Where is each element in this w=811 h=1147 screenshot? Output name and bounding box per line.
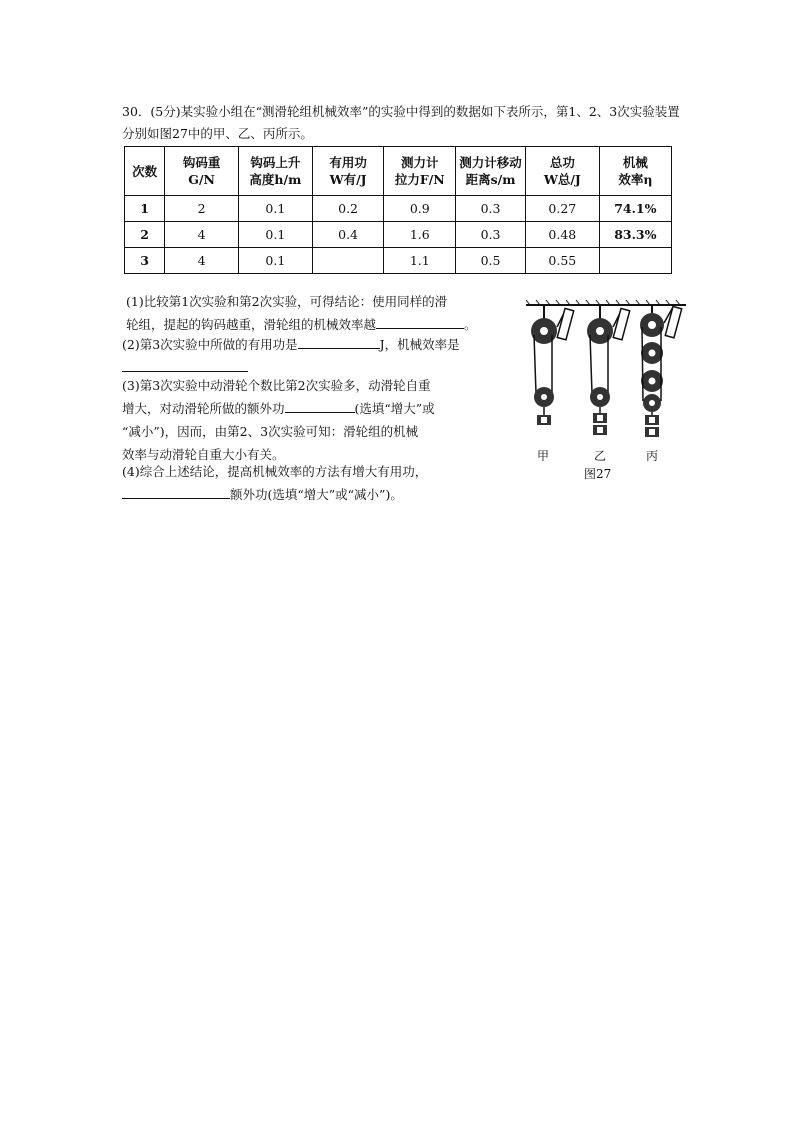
- header-total-work: 总功 W总/J: [525, 147, 599, 196]
- question-4: [122, 460, 517, 506]
- question-2: [122, 333, 517, 379]
- table-cell: 0.5: [456, 248, 526, 274]
- header-height: 钩码上升 高度h/m: [239, 147, 313, 196]
- table-cell: 2: [165, 196, 239, 222]
- answer-blank-4[interactable]: [122, 484, 230, 499]
- table-cell: 0.1: [239, 222, 313, 248]
- figure-caption: 图27: [584, 467, 612, 481]
- header-efficiency: 机械 效率η: [599, 147, 671, 196]
- table-cell: [599, 248, 671, 274]
- label-jia: 甲: [537, 449, 550, 463]
- table-cell: 0.1: [239, 196, 313, 222]
- table-cell: 1: [125, 196, 165, 222]
- question-intro: 30．(5分)某实验小组在“测滑轮组机械效率”的实验中得到的数据如下表所示，第1、2、3次实验装置分别如图27中的甲、乙、丙所示。: [122, 104, 680, 141]
- label-yi: 乙: [594, 449, 607, 463]
- table-cell: 0.2: [312, 196, 384, 222]
- table-cell: 83.3%: [599, 222, 671, 248]
- q2-text-a: (2)第3次实验中所做的有用功是: [122, 337, 298, 352]
- header-trial: 次数: [125, 147, 165, 196]
- table-cell: 0.1: [239, 248, 313, 274]
- q3-line-4: 效率与动滑轮自重大小有关。: [122, 447, 285, 462]
- header-weight: 钩码重 G/N: [165, 147, 239, 196]
- answer-blank-efficiency[interactable]: [122, 357, 248, 372]
- table-cell: 4: [165, 248, 239, 274]
- setup-bing: [640, 305, 682, 437]
- question-3: [122, 374, 517, 466]
- table-cell: 0.3: [456, 196, 526, 222]
- q3-line-1: (3)第3次实验中动滑轮个数比第2次实验多，动滑轮自重: [122, 378, 431, 393]
- q3-line-3: “减小”)，因而，由第2、3次实验可知：滑轮组的机械: [122, 424, 419, 439]
- setup-jia: [531, 305, 574, 425]
- header-distance: 测力计移动 距离s/m: [456, 147, 526, 196]
- table-cell: 0.48: [525, 222, 599, 248]
- table-cell: 0.4: [312, 222, 384, 248]
- answer-blank-extra-work[interactable]: [285, 398, 355, 413]
- q3-text-b: 增大，对动滑轮所做的额外功: [122, 401, 285, 416]
- table-row: [125, 248, 672, 274]
- data-table: [124, 146, 672, 274]
- answer-blank-useful-work[interactable]: [298, 334, 380, 349]
- table-row: [125, 196, 672, 222]
- table-cell: 2: [125, 222, 165, 248]
- q4-line-1: (4)综合上述结论，提高机械效率的方法有增大有用功，: [122, 464, 428, 479]
- table-cell: 0.27: [525, 196, 599, 222]
- q1-line-1: (1)比较第1次实验和第2次实验，可得结论：使用同样的滑: [126, 294, 448, 309]
- q1-end: 。: [464, 317, 477, 332]
- table-row: [125, 222, 672, 248]
- table-cell: 0.55: [525, 248, 599, 274]
- table-cell: 3: [125, 248, 165, 274]
- q3-text-c: (选填“增大”或: [354, 401, 435, 416]
- pulley-figure: [522, 297, 692, 487]
- table-cell: 74.1%: [599, 196, 671, 222]
- header-useful-work: 有用功 W有/J: [312, 147, 384, 196]
- table-cell: 1.1: [384, 248, 456, 274]
- table-cell: 4: [165, 222, 239, 248]
- table-header-row: [125, 147, 672, 196]
- setup-yi: [587, 305, 630, 435]
- q2-text-b: J，机械效率是: [379, 337, 460, 352]
- header-force: 测力计 拉力F/N: [384, 147, 456, 196]
- label-bing: 丙: [646, 449, 659, 463]
- answer-blank-1[interactable]: [376, 314, 464, 329]
- table-cell: [312, 248, 384, 274]
- table-cell: 0.3: [456, 222, 526, 248]
- question-1: [126, 290, 521, 336]
- table-cell: 0.9: [384, 196, 456, 222]
- q4-text-b: 额外功(选填“增大”或“减小”)。: [230, 487, 403, 502]
- q1-line-2: 轮组，提起的钩码越重，滑轮组的机械效率越: [126, 317, 377, 332]
- table-cell: 1.6: [384, 222, 456, 248]
